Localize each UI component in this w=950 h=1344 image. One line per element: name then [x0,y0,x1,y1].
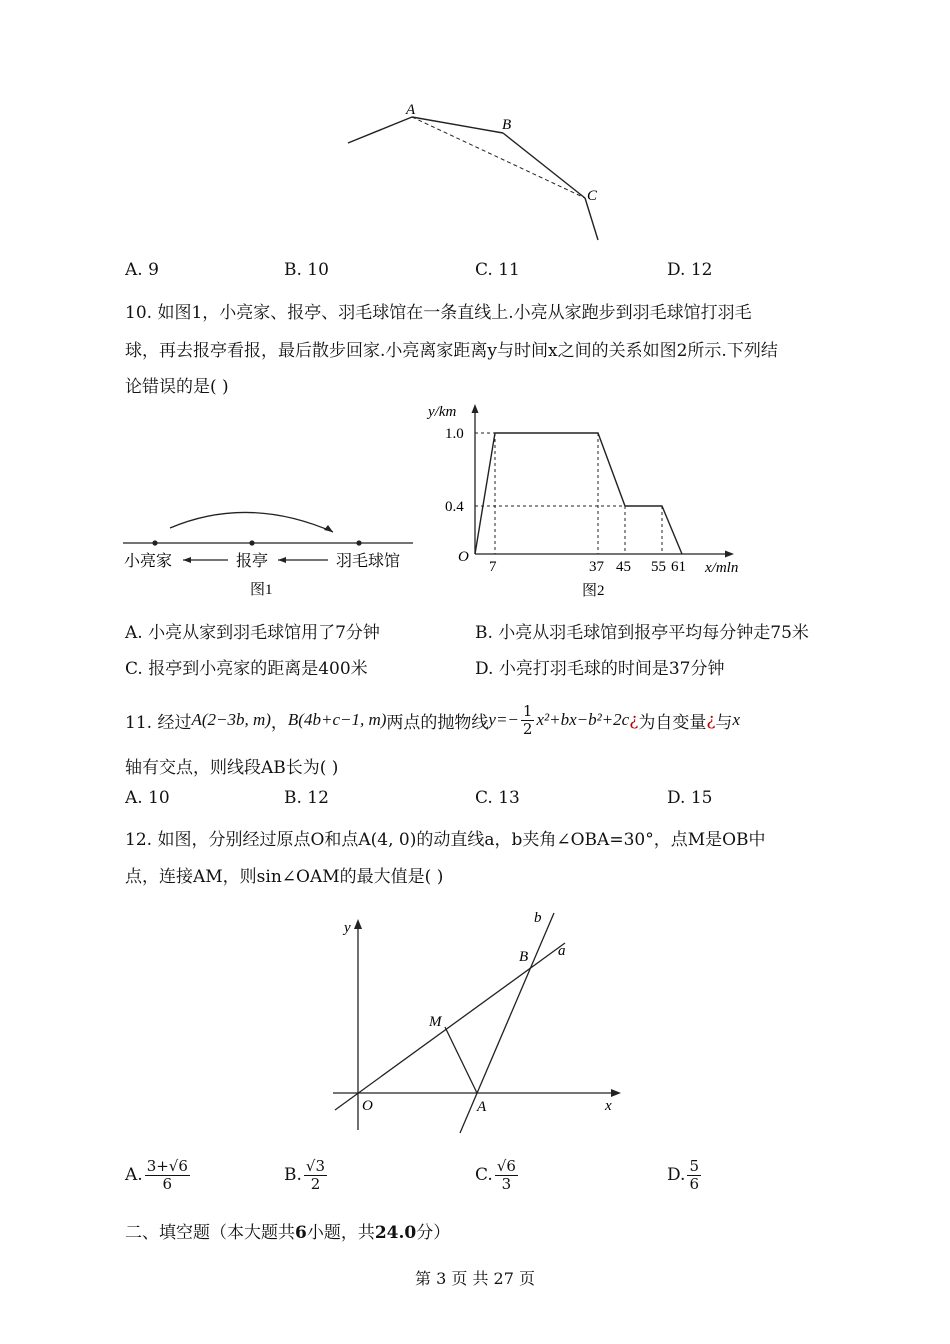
q12-option-c-den: 3 [501,1174,512,1193]
q10-figure2 [425,398,760,603]
fig2-caption: 图2 [582,583,605,599]
q11-number: 11. 经过 [125,712,192,733]
q12-option-d-fraction [687,1158,701,1192]
q11-fraction-den: 2 [522,719,533,738]
fig2-xlabel: x/mln [705,560,739,576]
gym-label: 羽毛球馆 [336,553,401,570]
q12-option-c-fraction [495,1158,518,1192]
q12-option-d-den: 6 [689,1174,699,1193]
page-footer: 第 3 页 共 27 页 [415,1269,535,1288]
fig2-ytick-1: 1.0 [445,426,464,442]
q12-option-a-den: 6 [162,1174,173,1193]
section-heading-mid: 小题，共 [306,1223,375,1243]
section-heading-score: 24.0 [374,1223,417,1243]
q11-option-a: A. 10 [125,788,170,808]
fig2-xtick-37: 37 [589,559,604,575]
point-a-label: A [406,102,416,118]
home-label: 小亮家 [124,553,173,570]
q9-figure [340,100,620,245]
q10-option-d: D. 小亮打羽毛球的时间是37分钟 [475,659,725,679]
fig-x-label: x [605,1098,612,1114]
q12-option-c-num: √6 [496,1157,516,1175]
fig-line-a-label: a [558,943,566,959]
q11-tail-x: x [732,710,740,729]
q12-option-a-num: 3+√6 [146,1157,188,1175]
q11-fraction-num: 1 [522,702,533,720]
point-b-label: B [502,117,512,133]
q11-tail2: 与 [715,712,733,733]
q11-separator: ， [270,712,288,733]
q11-option-c: C. 13 [475,788,520,808]
q11-stem-line2: 轴有交点，则线段AB长为( ) [125,758,339,778]
q12-figure [325,905,625,1140]
q11-option-d: D. 15 [667,788,713,808]
q10-stem-line1: 10. 如图1，小亮家、报亭、羽毛球馆在一条直线上.小亮从家跑步到羽毛球馆打羽毛 [125,303,752,323]
q11-tail1: 为自变量 [638,712,707,733]
q11-eq-right: x²+bx−b²+2c [536,710,630,729]
section-heading [125,1218,450,1243]
fig2-ylabel: y/km [428,404,457,420]
q12-option-b-fraction [304,1158,327,1192]
q12-option-c [475,1158,520,1192]
fig-point-b-label: B [519,949,529,965]
q12-option-b-num: √3 [305,1157,326,1175]
q9-option-a: A. 9 [125,260,159,280]
kiosk-label: 报亭 [236,553,269,570]
fig-line-b-label: b [534,910,542,926]
q11-fraction [521,703,535,737]
fig2-xtick-61: 61 [671,559,686,575]
q12-option-a-fraction [145,1158,190,1192]
fig1-caption: 图1 [250,582,273,598]
fig2-xtick-7: 7 [489,559,497,575]
q10-figure1 [118,500,418,605]
fig-y-label: y [344,920,351,936]
q11-glyph-2: ¿ [706,710,716,730]
q11-stem-line1 [125,700,740,740]
q10-option-c: C. 报亭到小亮家的距离是400米 [125,659,368,679]
section-heading-count: 6 [295,1223,307,1243]
q10-option-a: A. 小亮从家到羽毛球馆用了7分钟 [125,623,380,643]
q12-option-b [284,1158,329,1192]
q12-option-a-prefix: A. [125,1165,143,1185]
fig2-origin: O [458,549,469,565]
section-heading-post: 分） [416,1223,451,1243]
q10-stem-line3: 论错误的是( ) [125,377,229,397]
q12-option-c-prefix: C. [475,1165,493,1185]
fig2-ytick-04: 0.4 [445,499,464,515]
q12-option-b-den: 2 [310,1174,321,1193]
q11-option-b: B. 12 [284,788,329,808]
section-heading-pre: 二、填空题（本大题共 [125,1223,295,1243]
fig-point-a-label: A [477,1099,487,1115]
q12-stem-line1: 12. 如图，分别经过原点O和点A(4, 0)的动直线a，b夹角∠OBA=30°，点M是OB中 [125,830,766,850]
q10-option-b: B. 小亮从羽毛球馆到报亭平均每分钟走75米 [475,623,809,643]
fig2-xtick-45: 45 [616,559,631,575]
q11-mid-text: 两点的抛物线 [386,712,489,733]
q9-option-b: B. 10 [284,260,329,280]
q12-option-d-num: 5 [689,1157,699,1175]
fig-point-m-label: M [429,1014,442,1030]
q12-option-d [667,1158,703,1192]
fig2-xtick-55: 55 [651,559,666,575]
q11-point-a: A(2−3b, m) [191,710,271,729]
q12-stem-line2: 点，连接AM，则sin∠OAM的最大值是( ) [125,867,444,887]
q11-point-b: B(4b+c−1, m) [287,710,387,729]
q12-option-d-prefix: D. [667,1165,686,1185]
point-c-label: C [587,188,598,204]
fig-origin-label: O [362,1098,373,1114]
q11-glyph-1: ¿ [629,710,639,730]
q9-option-d: D. 12 [667,260,713,280]
q12-option-b-prefix: B. [284,1165,302,1185]
q11-eq-left: y=− [488,710,519,729]
q9-option-c: C. 11 [475,260,520,280]
q10-stem-line2: 球，再去报亭看报，最后散步回家.小亮离家距离y与时间x之间的关系如图2所示.下列结 [125,341,778,361]
q12-option-a [125,1158,192,1192]
